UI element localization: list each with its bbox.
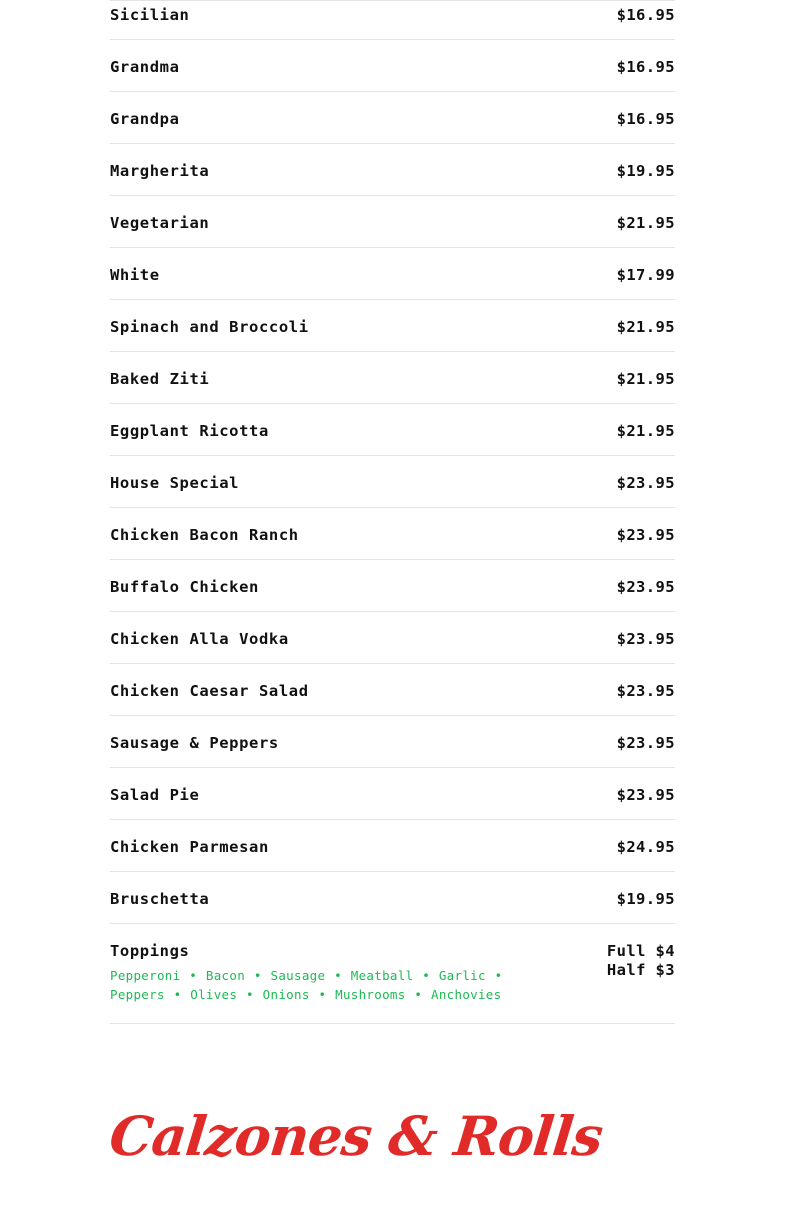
menu-item-name: Sicilian: [110, 6, 190, 24]
menu-row: [110, 508, 675, 560]
menu-item-name: Chicken Caesar Salad: [110, 682, 309, 700]
menu-item-price: $23.95: [616, 682, 675, 700]
menu-item-price: $21.95: [616, 214, 675, 232]
menu-item-price: $17.99: [616, 266, 675, 284]
menu-item-name: Spinach and Broccoli: [110, 318, 309, 336]
menu-row: [110, 92, 675, 144]
menu-item-name: White: [110, 266, 160, 284]
menu-item-price: $16.95: [616, 58, 675, 76]
toppings-row: [110, 924, 675, 1024]
menu-row: [110, 456, 675, 508]
menu-item-price: $23.95: [616, 526, 675, 544]
menu-item-price: $23.95: [616, 734, 675, 752]
toppings-left: [110, 942, 502, 1005]
menu-item-price: $23.95: [616, 578, 675, 596]
menu-row: [110, 0, 675, 40]
menu-row: [110, 768, 675, 820]
menu-item-name: House Special: [110, 474, 240, 492]
menu-item-name: Baked Ziti: [110, 370, 210, 388]
menu-row: [110, 664, 675, 716]
toppings-full-price: Full $4: [606, 942, 675, 960]
menu-row: [110, 404, 675, 456]
toppings-half-price: Half $3: [606, 961, 675, 980]
toppings-list-line-1: Pepperoni • Bacon • Sausage • Meatball • Garlic •: [110, 968, 503, 983]
menu-row: [110, 716, 675, 768]
menu-item-price: $23.95: [616, 474, 675, 492]
menu-item-price: $21.95: [616, 318, 675, 336]
toppings-list-line-2: Peppers • Olives • Onions • Mushrooms • Anchovies: [110, 987, 502, 1003]
menu-row: [110, 352, 675, 404]
menu-row: [110, 560, 675, 612]
menu-row: [110, 248, 675, 300]
menu-row: [110, 872, 675, 924]
menu-item-price: $19.95: [616, 162, 675, 180]
menu-row: [110, 40, 675, 92]
menu-item-price: $23.95: [616, 630, 675, 648]
menu-item-name: Buffalo Chicken: [110, 578, 259, 596]
menu-item-price: $23.95: [616, 786, 675, 804]
section-heading-calzones-and-rolls: Calzones & Rolls: [106, 1104, 606, 1168]
menu-row: [110, 612, 675, 664]
menu-item-name: Sausage & Peppers: [110, 734, 279, 752]
menu-row: [110, 144, 675, 196]
menu-item-name: Bruschetta: [110, 890, 210, 908]
menu-item-price: $21.95: [616, 370, 675, 388]
toppings-prices: [607, 942, 675, 981]
menu-item-price: $16.95: [616, 110, 675, 128]
menu-item-name: Chicken Alla Vodka: [110, 630, 289, 648]
menu-item-name: Salad Pie: [110, 786, 200, 804]
menu-item-price: $24.95: [616, 838, 675, 856]
toppings-title: Toppings: [110, 942, 190, 960]
menu-item-name: Chicken Bacon Ranch: [110, 526, 299, 544]
menu-row: [110, 300, 675, 352]
menu-row: [110, 820, 675, 872]
menu-item-price: $16.95: [616, 6, 675, 24]
menu-row: [110, 196, 675, 248]
pizza-menu-list: [110, 0, 675, 1024]
menu-item-name: Grandpa: [110, 110, 180, 128]
menu-item-price: $21.95: [616, 422, 675, 440]
menu-item-name: Grandma: [110, 58, 180, 76]
menu-item-name: Vegetarian: [110, 214, 210, 232]
menu-item-name: Eggplant Ricotta: [110, 422, 269, 440]
toppings-list: [110, 966, 502, 1005]
menu-item-price: $19.95: [616, 890, 675, 908]
menu-item-name: Chicken Parmesan: [110, 838, 269, 856]
menu-item-name: Margherita: [110, 162, 210, 180]
